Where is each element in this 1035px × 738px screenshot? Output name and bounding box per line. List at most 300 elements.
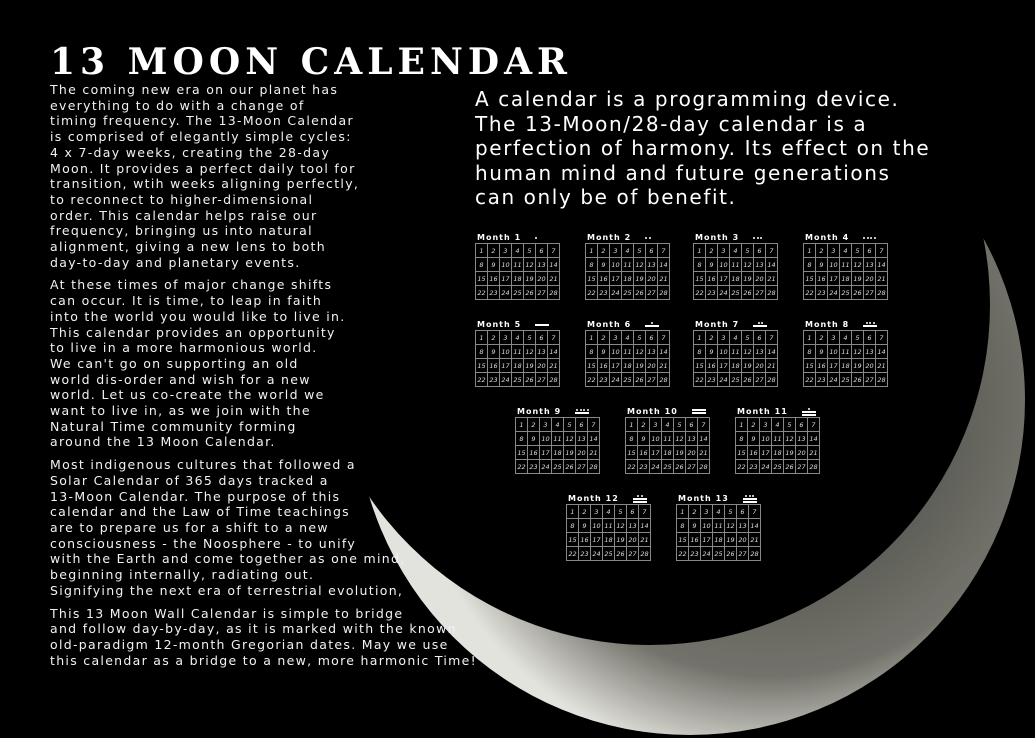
day-cell: 19: [524, 359, 536, 373]
day-cell: 14: [766, 258, 778, 272]
mayan-number-icon: [863, 322, 877, 327]
day-cell: 14: [749, 519, 761, 533]
day-cell: 28: [876, 286, 888, 300]
day-grid: [475, 243, 560, 300]
day-cell: 28: [766, 286, 778, 300]
day-cell: 13: [536, 345, 548, 359]
day-grid: [676, 504, 761, 561]
day-cell: 7: [658, 331, 670, 345]
day-cell: 23: [488, 373, 500, 387]
day-cell: 26: [634, 286, 646, 300]
day-cell: 3: [500, 331, 512, 345]
day-cell: 16: [816, 359, 828, 373]
day-cell: 13: [754, 345, 766, 359]
day-cell: 17: [500, 272, 512, 286]
day-cell: 19: [742, 359, 754, 373]
day-cell: 11: [840, 258, 852, 272]
mayan-number-icon: [575, 409, 589, 414]
day-cell: 17: [500, 359, 512, 373]
day-cell: 21: [639, 533, 651, 547]
day-cell: 16: [689, 533, 701, 547]
day-cell: 20: [646, 272, 658, 286]
month-number: 8: [842, 320, 850, 329]
day-cell: 3: [610, 244, 622, 258]
day-cell: 19: [634, 359, 646, 373]
day-cell: 20: [737, 533, 749, 547]
day-cell: 27: [576, 460, 588, 474]
day-cell: 24: [760, 460, 772, 474]
day-cell: 19: [852, 359, 864, 373]
day-cell: 14: [548, 345, 560, 359]
day-cell: 3: [610, 331, 622, 345]
day-cell: 10: [591, 519, 603, 533]
day-cell: 23: [528, 460, 540, 474]
day-cell: 3: [540, 418, 552, 432]
day-cell: 3: [828, 331, 840, 345]
day-cell: 18: [713, 533, 725, 547]
day-cell: 22: [586, 373, 598, 387]
day-cell: 9: [638, 432, 650, 446]
day-cell: 19: [674, 446, 686, 460]
day-cell: 9: [598, 258, 610, 272]
day-cell: 9: [579, 519, 591, 533]
day-cell: 2: [528, 418, 540, 432]
day-cell: 6: [864, 331, 876, 345]
day-cell: 16: [598, 359, 610, 373]
month-number: 2: [624, 233, 632, 242]
day-cell: 25: [622, 373, 634, 387]
day-grid: [693, 330, 778, 387]
month-heading: [585, 232, 675, 243]
day-cell: 15: [694, 272, 706, 286]
day-cell: 14: [658, 258, 670, 272]
day-cell: 14: [639, 519, 651, 533]
mayan-number-icon: [535, 237, 537, 239]
month-number: 12: [605, 494, 619, 503]
day-cell: 6: [754, 331, 766, 345]
day-cell: 19: [742, 272, 754, 286]
day-cell: 5: [784, 418, 796, 432]
day-cell: 5: [634, 331, 646, 345]
day-cell: 25: [662, 460, 674, 474]
day-cell: 1: [804, 331, 816, 345]
day-cell: 1: [567, 505, 579, 519]
month-heading: [585, 319, 675, 330]
month-6-grid: [585, 319, 675, 387]
day-cell: 23: [706, 373, 718, 387]
day-cell: 2: [706, 331, 718, 345]
day-cell: 10: [650, 432, 662, 446]
day-cell: 21: [808, 446, 820, 460]
month-heading: [515, 406, 605, 417]
day-cell: 5: [742, 244, 754, 258]
day-cell: 7: [876, 331, 888, 345]
day-cell: 22: [516, 460, 528, 474]
day-cell: 1: [694, 331, 706, 345]
day-cell: 12: [524, 258, 536, 272]
month-label: Month: [805, 233, 839, 242]
day-cell: 2: [579, 505, 591, 519]
day-cell: 27: [646, 373, 658, 387]
day-cell: 18: [772, 446, 784, 460]
month-number: 4: [842, 233, 850, 242]
month-label: Month: [737, 407, 771, 416]
month-label: Month: [477, 233, 511, 242]
day-cell: 17: [828, 359, 840, 373]
day-cell: 27: [686, 460, 698, 474]
day-cell: 4: [730, 244, 742, 258]
month-number: 5: [514, 320, 522, 329]
day-cell: 13: [754, 258, 766, 272]
month-3-grid: [693, 232, 783, 300]
day-cell: 14: [876, 258, 888, 272]
day-cell: 21: [658, 359, 670, 373]
day-cell: 21: [658, 272, 670, 286]
day-cell: 18: [662, 446, 674, 460]
month-2-grid: [585, 232, 675, 300]
day-cell: 1: [516, 418, 528, 432]
day-cell: 22: [694, 373, 706, 387]
month-number: 7: [732, 320, 740, 329]
day-cell: 9: [528, 432, 540, 446]
day-cell: 17: [650, 446, 662, 460]
day-cell: 22: [736, 460, 748, 474]
day-grid: [585, 243, 670, 300]
month-number: 10: [664, 407, 678, 416]
day-cell: 23: [488, 286, 500, 300]
day-cell: 2: [706, 244, 718, 258]
day-cell: 24: [540, 460, 552, 474]
day-cell: 13: [646, 258, 658, 272]
day-cell: 22: [677, 547, 689, 561]
day-cell: 25: [512, 373, 524, 387]
day-cell: 3: [718, 244, 730, 258]
day-cell: 7: [588, 418, 600, 432]
day-cell: 5: [615, 505, 627, 519]
day-cell: 9: [816, 258, 828, 272]
day-cell: 27: [536, 373, 548, 387]
day-cell: 20: [646, 359, 658, 373]
day-cell: 8: [586, 345, 598, 359]
day-cell: 4: [552, 418, 564, 432]
day-cell: 24: [500, 373, 512, 387]
day-cell: 15: [516, 446, 528, 460]
day-cell: 17: [718, 272, 730, 286]
day-cell: 16: [488, 359, 500, 373]
day-cell: 3: [591, 505, 603, 519]
day-cell: 16: [598, 272, 610, 286]
month-1-grid: [475, 232, 565, 300]
day-cell: 24: [500, 286, 512, 300]
day-cell: 26: [852, 286, 864, 300]
mayan-number-icon: [802, 408, 816, 416]
day-cell: 10: [500, 345, 512, 359]
day-cell: 19: [524, 272, 536, 286]
day-cell: 14: [698, 432, 710, 446]
day-cell: 25: [730, 286, 742, 300]
day-cell: 5: [564, 418, 576, 432]
day-cell: 23: [816, 286, 828, 300]
day-cell: 17: [610, 359, 622, 373]
day-cell: 24: [591, 547, 603, 561]
day-cell: 27: [754, 286, 766, 300]
day-cell: 3: [701, 505, 713, 519]
day-cell: 4: [622, 244, 634, 258]
month-heading: [693, 319, 783, 330]
day-cell: 22: [804, 373, 816, 387]
day-cell: 28: [876, 373, 888, 387]
day-cell: 28: [808, 460, 820, 474]
day-cell: 6: [754, 244, 766, 258]
month-label: Month: [805, 320, 839, 329]
month-number: 3: [732, 233, 740, 242]
day-cell: 3: [718, 331, 730, 345]
day-cell: 22: [804, 286, 816, 300]
day-cell: 17: [591, 533, 603, 547]
day-cell: 9: [706, 345, 718, 359]
paragraph-indigenous: Most indigenous cultures that followed a Solar Calendar of 365 days tracked a 13-Moon Calendar. The purpose of this calendar and the Law of Time teachings are to prepare us for a shift to a new consciousness - the Noosphere - to unify with the Earth and come together as one mind, beginning internally, radiating out. Signifying the next era of terrestrial evolution,: [50, 457, 406, 598]
month-13-grid: [676, 493, 766, 561]
day-cell: 18: [552, 446, 564, 460]
mayan-number-icon: [753, 237, 762, 239]
day-cell: 1: [626, 418, 638, 432]
day-cell: 4: [622, 331, 634, 345]
day-grid: [735, 417, 820, 474]
day-cell: 18: [730, 272, 742, 286]
day-cell: 9: [816, 345, 828, 359]
day-cell: 7: [876, 244, 888, 258]
day-cell: 18: [622, 359, 634, 373]
day-cell: 23: [598, 373, 610, 387]
day-cell: 11: [512, 258, 524, 272]
day-cell: 28: [658, 286, 670, 300]
day-cell: 17: [540, 446, 552, 460]
day-cell: 22: [567, 547, 579, 561]
month-label: Month: [587, 320, 621, 329]
day-cell: 18: [622, 272, 634, 286]
day-cell: 7: [766, 244, 778, 258]
day-cell: 8: [476, 258, 488, 272]
paragraph-change: At these times of major change shifts can occur. It is time, to leap in faith into the world you would like to live in. This calendar provides an opportunity to live in a more harmonious world. We can't go on supporting an old world dis-order and wish for a new world. Let us co-create the world we want to live in, as we join with the Natural Time community forming around the 13 Moon Calendar.: [50, 277, 346, 450]
day-cell: 26: [784, 460, 796, 474]
day-cell: 15: [586, 272, 598, 286]
day-cell: 15: [736, 446, 748, 460]
day-cell: 3: [760, 418, 772, 432]
day-cell: 8: [516, 432, 528, 446]
day-cell: 10: [828, 345, 840, 359]
day-cell: 5: [852, 331, 864, 345]
day-grid: [515, 417, 600, 474]
day-cell: 25: [552, 460, 564, 474]
day-cell: 9: [748, 432, 760, 446]
month-label: Month: [695, 320, 729, 329]
day-cell: 2: [748, 418, 760, 432]
day-cell: 8: [804, 345, 816, 359]
day-cell: 25: [713, 547, 725, 561]
day-cell: 17: [610, 272, 622, 286]
day-cell: 22: [586, 286, 598, 300]
day-cell: 24: [718, 286, 730, 300]
day-cell: 20: [754, 359, 766, 373]
day-cell: 12: [784, 432, 796, 446]
day-cell: 19: [852, 272, 864, 286]
day-cell: 25: [730, 373, 742, 387]
day-cell: 13: [796, 432, 808, 446]
day-cell: 7: [658, 244, 670, 258]
day-cell: 1: [586, 331, 598, 345]
day-cell: 27: [536, 286, 548, 300]
paragraph-bridge: This 13 Moon Wall Calendar is simple to bridge and follow day-by-day, as it is marked with the known old-paradigm 12-month Gregorian dates. May we use this calendar as a bridge to a new, more harmonic Time!: [50, 605, 477, 668]
day-cell: 6: [536, 331, 548, 345]
day-cell: 9: [689, 519, 701, 533]
day-cell: 21: [548, 359, 560, 373]
day-cell: 27: [864, 286, 876, 300]
day-grid: [585, 330, 670, 387]
day-cell: 11: [662, 432, 674, 446]
day-cell: 1: [586, 244, 598, 258]
day-cell: 18: [512, 359, 524, 373]
day-cell: 24: [718, 373, 730, 387]
day-cell: 5: [852, 244, 864, 258]
day-cell: 2: [488, 244, 500, 258]
day-cell: 9: [488, 258, 500, 272]
day-cell: 2: [598, 331, 610, 345]
day-cell: 13: [536, 258, 548, 272]
day-cell: 4: [603, 505, 615, 519]
day-cell: 13: [627, 519, 639, 533]
day-cell: 23: [579, 547, 591, 561]
day-cell: 25: [512, 286, 524, 300]
day-cell: 23: [706, 286, 718, 300]
day-cell: 3: [650, 418, 662, 432]
month-heading: [566, 493, 656, 504]
day-cell: 1: [694, 244, 706, 258]
day-cell: 26: [742, 286, 754, 300]
day-cell: 8: [694, 258, 706, 272]
day-cell: 4: [772, 418, 784, 432]
month-number: 1: [514, 233, 522, 242]
day-cell: 12: [725, 519, 737, 533]
day-cell: 10: [760, 432, 772, 446]
day-cell: 27: [646, 286, 658, 300]
month-label: Month: [627, 407, 661, 416]
day-cell: 5: [674, 418, 686, 432]
day-cell: 12: [634, 258, 646, 272]
day-cell: 21: [876, 272, 888, 286]
month-heading: [693, 232, 783, 243]
quote: A calendar is a programming device. The 13-Moon/28-day calendar is a perfection of harmony. Its effect on the human mind and future generations can only be of benefit.: [475, 87, 931, 209]
day-cell: 13: [686, 432, 698, 446]
day-cell: 6: [646, 244, 658, 258]
day-cell: 15: [626, 446, 638, 460]
day-cell: 25: [840, 286, 852, 300]
day-cell: 11: [713, 519, 725, 533]
mayan-number-icon: [535, 324, 549, 326]
month-heading: [803, 232, 893, 243]
day-cell: 15: [694, 359, 706, 373]
month-number: 11: [774, 407, 788, 416]
mayan-number-icon: [753, 322, 767, 327]
day-cell: 8: [476, 345, 488, 359]
day-cell: 28: [588, 460, 600, 474]
day-cell: 17: [760, 446, 772, 460]
day-cell: 16: [816, 272, 828, 286]
day-cell: 28: [548, 373, 560, 387]
day-cell: 24: [650, 460, 662, 474]
month-4-grid: [803, 232, 893, 300]
day-cell: 19: [784, 446, 796, 460]
day-cell: 8: [736, 432, 748, 446]
day-cell: 11: [603, 519, 615, 533]
day-cell: 26: [524, 373, 536, 387]
month-number: 13: [715, 494, 729, 503]
day-cell: 11: [730, 258, 742, 272]
day-cell: 18: [840, 272, 852, 286]
day-cell: 12: [615, 519, 627, 533]
day-cell: 11: [512, 345, 524, 359]
day-cell: 14: [766, 345, 778, 359]
day-cell: 11: [552, 432, 564, 446]
day-cell: 6: [796, 418, 808, 432]
day-cell: 25: [772, 460, 784, 474]
day-cell: 23: [816, 373, 828, 387]
day-cell: 15: [567, 533, 579, 547]
day-cell: 5: [742, 331, 754, 345]
day-cell: 10: [540, 432, 552, 446]
day-cell: 24: [610, 373, 622, 387]
day-cell: 12: [852, 345, 864, 359]
day-cell: 8: [586, 258, 598, 272]
day-cell: 26: [852, 373, 864, 387]
day-cell: 16: [706, 272, 718, 286]
month-number: 9: [554, 407, 562, 416]
day-cell: 1: [476, 331, 488, 345]
day-cell: 4: [662, 418, 674, 432]
day-cell: 13: [864, 258, 876, 272]
day-cell: 12: [674, 432, 686, 446]
day-cell: 27: [754, 373, 766, 387]
day-cell: 28: [658, 373, 670, 387]
day-cell: 8: [626, 432, 638, 446]
day-cell: 28: [639, 547, 651, 561]
day-cell: 28: [749, 547, 761, 561]
day-cell: 1: [476, 244, 488, 258]
day-cell: 27: [627, 547, 639, 561]
day-cell: 6: [864, 244, 876, 258]
day-cell: 19: [615, 533, 627, 547]
day-grid: [625, 417, 710, 474]
day-cell: 18: [603, 533, 615, 547]
day-cell: 3: [828, 244, 840, 258]
day-cell: 6: [627, 505, 639, 519]
day-cell: 23: [598, 286, 610, 300]
day-cell: 19: [564, 446, 576, 460]
day-cell: 24: [828, 373, 840, 387]
month-number: 6: [624, 320, 632, 329]
day-cell: 2: [598, 244, 610, 258]
day-cell: 16: [579, 533, 591, 547]
day-cell: 6: [576, 418, 588, 432]
day-cell: 23: [748, 460, 760, 474]
day-cell: 21: [766, 359, 778, 373]
day-cell: 7: [548, 244, 560, 258]
day-cell: 21: [548, 272, 560, 286]
day-cell: 22: [476, 286, 488, 300]
day-cell: 18: [730, 359, 742, 373]
day-cell: 12: [634, 345, 646, 359]
day-cell: 1: [804, 244, 816, 258]
month-heading: [735, 406, 825, 417]
